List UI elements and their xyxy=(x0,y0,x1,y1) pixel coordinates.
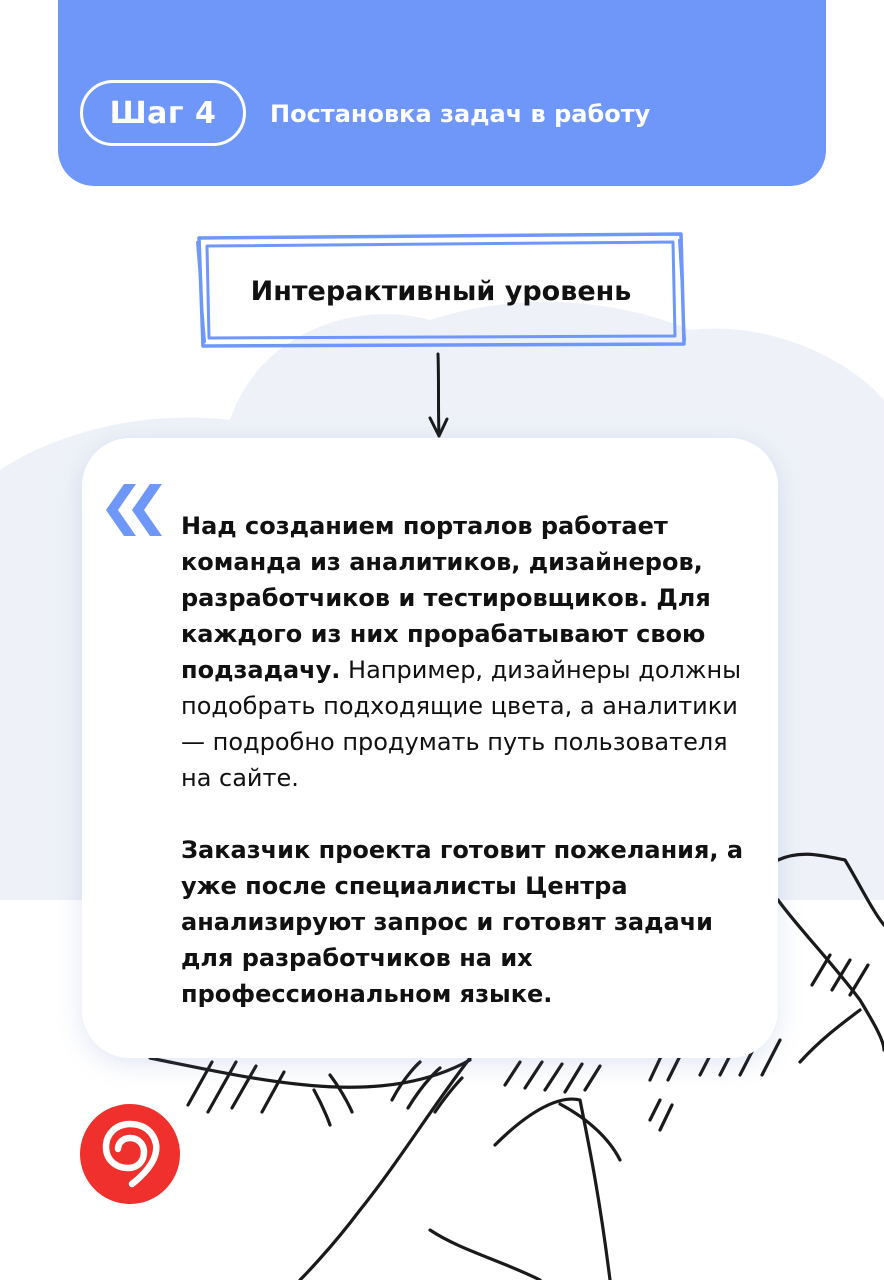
step-label: Шаг 4 xyxy=(109,95,217,131)
quote-paragraph-1 xyxy=(181,508,761,796)
step-subtitle: Постановка задач в работу xyxy=(270,100,651,128)
quote-paragraph-2: Заказчик проекта готовит пожелания, а уже после специалисты Центра анализируют запрос и готовят задачи для разработчиков на их профессиональном языке. xyxy=(181,836,744,1008)
step-badge xyxy=(80,80,246,146)
quote-paragraph-1-bold: Над созданием порталов работает команда из аналитиков, дизайнеров, разработчиков и тестировщиков. Для каждого из них прорабатывают свою подзадачу. xyxy=(181,512,711,684)
level-title xyxy=(195,232,687,350)
quote-text xyxy=(181,508,761,1048)
down-arrow-icon xyxy=(424,352,454,442)
level-title-text: Интерактивный уровень xyxy=(250,275,632,307)
left-quote-icon xyxy=(104,482,166,538)
quote-paragraph-1-regular: Например, дизайнеры должны подобрать подходящие цвета, а аналитики — подробно продумать путь пользователя на сайте. xyxy=(181,656,742,792)
brand-logo-icon xyxy=(80,1104,180,1204)
